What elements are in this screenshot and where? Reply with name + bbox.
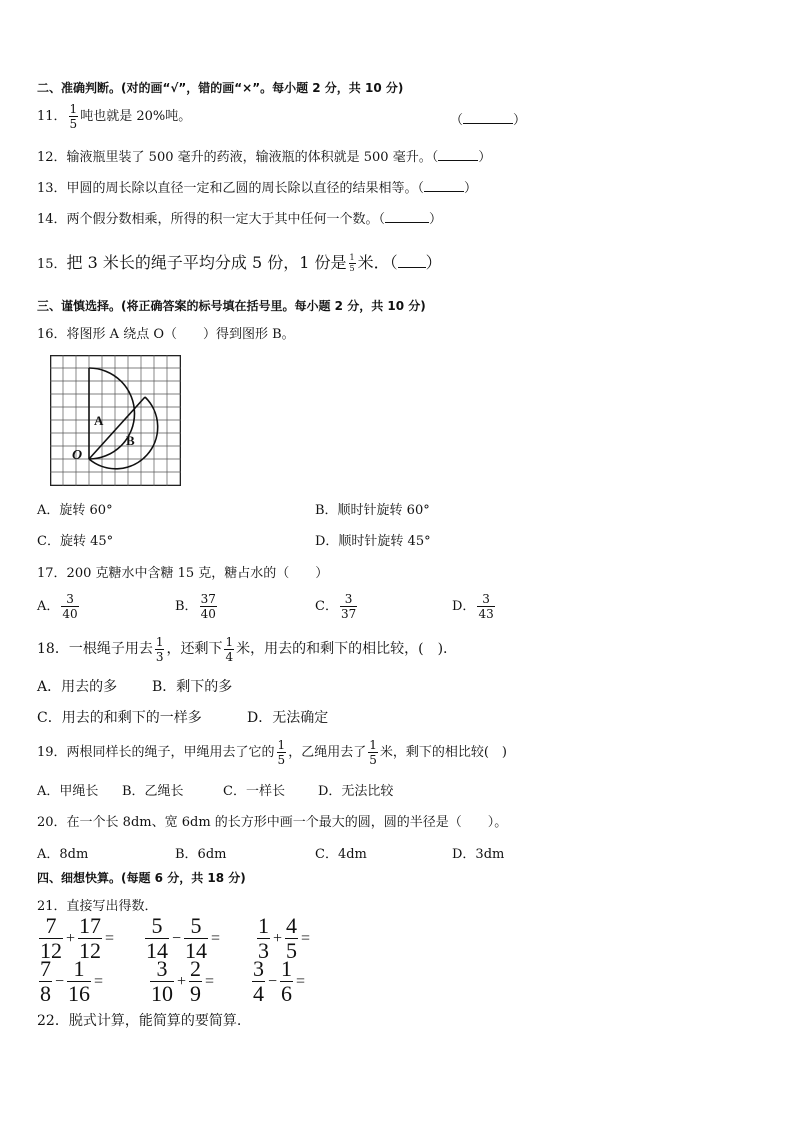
fraction: $\frac{1}{6}$ [281, 956, 293, 1006]
q17-option-c[interactable]: C． $\frac{3}{37}$ [315, 592, 357, 621]
q16-option-b[interactable]: B．顺时针旋转 60° [315, 503, 430, 518]
q18-option-b[interactable]: B．剩下的多 [152, 679, 233, 695]
section-4-title: 四、细想快算。(每题 6 分，共 18 分) [37, 871, 246, 885]
fraction: $\frac{1}{3}$ [155, 634, 164, 664]
q16-option-c[interactable]: C．旋转 45° [37, 534, 114, 549]
answer-blank-14[interactable] [385, 210, 429, 223]
expression: $\frac{7}{12}$ + $\frac{17}{12}$ = [40, 913, 115, 963]
section-3-title: 三、谨慎选择。(将正确答案的标号填在括号里。每小题 2 分，共 10 分) [37, 299, 426, 313]
fraction: $\frac{1}{5}$ [369, 738, 377, 767]
fraction: $\frac{1}{5}$ [69, 102, 78, 131]
expression: $\frac{3}{10}$ + $\frac{2}{9}$ = [151, 956, 215, 1006]
q20-option-d[interactable]: D．3dm [452, 847, 505, 862]
fraction: $\frac{4}{5}$ [286, 913, 298, 963]
section-2-title: 二、准确判断。(对的画“√”，错的画“×”。每小题 2 分，共 10 分) [37, 81, 404, 95]
question-12: 12．输液瓶里装了 500 毫升的药液，输液瓶的体积就是 500 毫升。（ ） [37, 150, 492, 165]
question-21: 21．直接写出得数． [37, 899, 158, 914]
question-16: 16．将图形 A 绕点 O（ ）得到图形 B。 [37, 327, 295, 342]
answer-blank-12[interactable] [438, 148, 478, 161]
q19-option-a[interactable]: A．甲绳长 [37, 784, 99, 799]
question-22: 22．脱式计算，能简算的要简算. [37, 1013, 242, 1029]
label-a: A [94, 413, 104, 428]
question-11: 11． $\frac{1}{5}$ 吨也就是 20%吨。 [37, 102, 192, 131]
fraction: $\frac{7}{12}$ [40, 913, 62, 963]
q17-option-d[interactable]: D． $\frac{3}{43}$ [452, 592, 494, 621]
question-13: 13．甲圆的周长除以直径一定和乙圆的周长除以直径的结果相等。（ ） [37, 181, 478, 196]
answer-blank-13[interactable] [424, 179, 464, 192]
fraction: $\frac{3}{40}$ [62, 592, 78, 621]
question-15: 15．把 3 米长的绳子平均分成 5 份，1 份是 $\frac{1}{5}$ 米．（ ） [37, 253, 442, 273]
q19-option-c[interactable]: C．一样长 [223, 784, 285, 799]
q16-option-a[interactable]: A．旋转 60° [37, 503, 113, 518]
fraction: $\frac{1}{5}$ [349, 253, 355, 273]
expression: $\frac{5}{14}$ − $\frac{5}{14}$ = [146, 913, 221, 963]
fraction: $\frac{1}{3}$ [258, 913, 269, 963]
fraction: $\frac{5}{14}$ [146, 913, 168, 963]
fraction: $\frac{17}{12}$ [79, 913, 102, 963]
rotation-figure [50, 355, 181, 486]
fraction: $\frac{3}{10}$ [151, 956, 173, 1006]
q18-option-a[interactable]: A．用去的多 [37, 679, 118, 695]
fraction: $\frac{2}{9}$ [190, 956, 202, 1006]
q18-option-d[interactable]: D．无法确定 [247, 710, 329, 726]
fraction: $\frac{1}{4}$ [225, 634, 234, 664]
fraction: $\frac{37}{40}$ [200, 592, 216, 621]
fraction: $\frac{5}{14}$ [185, 913, 208, 963]
q19-option-d[interactable]: D．无法比较 [318, 784, 394, 799]
q20-option-b[interactable]: B．6dm [175, 847, 227, 862]
fraction: $\frac{1}{5}$ [277, 738, 286, 767]
q20-option-a[interactable]: A．8dm [37, 847, 89, 862]
expression: $\frac{3}{4}$ − $\frac{1}{6}$ = [253, 956, 306, 1006]
expression: $\frac{1}{3}$ + $\frac{4}{5}$ = [258, 913, 311, 963]
fraction: $\frac{1}{16}$ [68, 956, 91, 1006]
fraction: $\frac{3}{37}$ [340, 592, 357, 621]
answer-blank-15[interactable] [398, 253, 426, 268]
q18-option-c[interactable]: C．用去的和剩下的一样多 [37, 710, 202, 726]
q17-option-b[interactable]: B． $\frac{37}{40}$ [175, 592, 216, 621]
fraction: $\frac{7}{8}$ [40, 956, 51, 1006]
expression: $\frac{7}{8}$ − $\frac{1}{16}$ = [40, 956, 104, 1006]
label-o: O [72, 448, 83, 463]
fraction: $\frac{3}{4}$ [253, 956, 264, 1006]
q17-option-a[interactable]: A． $\frac{3}{40}$ [37, 592, 78, 621]
question-19: 19．两根同样长的绳子，甲绳用去了它的 $\frac{1}{5}$ ，乙绳用去了 $\frac{1}{5}$ 米，剩下的相比较( ) [37, 738, 507, 767]
question-17: 17．200 克糖水中含糖 15 克，糖占水的（ ） [37, 566, 329, 581]
q16-option-d[interactable]: D．顺时针旋转 45° [315, 534, 431, 549]
fraction: $\frac{3}{43}$ [478, 592, 494, 621]
question-14: 14．两个假分数相乘，所得的积一定大于其中任何一个数。（ ） [37, 212, 443, 227]
label-b: B [126, 433, 135, 448]
q20-option-c[interactable]: C．4dm [315, 847, 367, 862]
question-18: 18．一根绳子用去 $\frac{1}{3}$ ，还剩下 $\frac{1}{4}$ 米，用去的和剩下的相比较，( ). [37, 634, 448, 664]
q19-option-b[interactable]: B．乙绳长 [122, 784, 184, 799]
question-20: 20．在一个长 8dm、宽 6dm 的长方形中画一个最大的圆，圆的半径是（ ）。 [37, 815, 508, 830]
answer-blank-11[interactable]: （ ） [450, 113, 527, 128]
